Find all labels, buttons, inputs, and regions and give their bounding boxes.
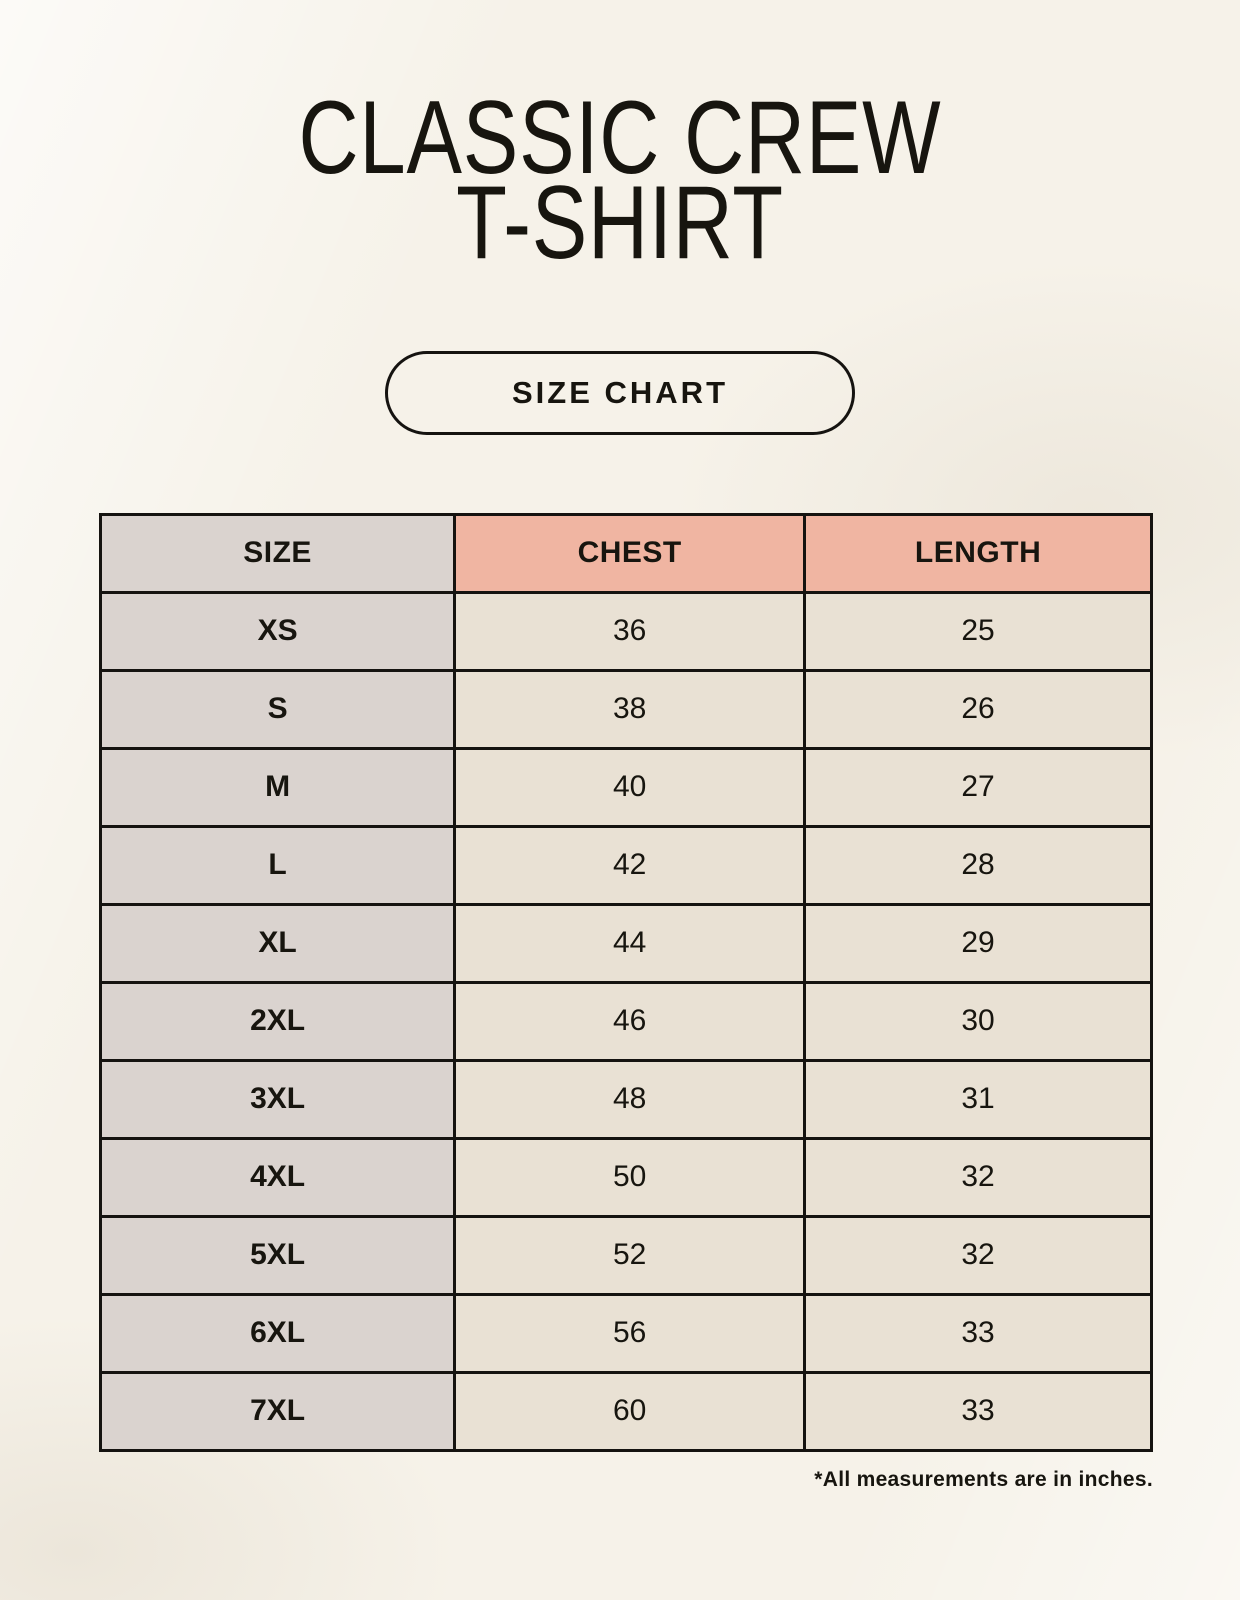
table-row bbox=[101, 904, 1152, 982]
cell-size: 7XL bbox=[101, 1372, 455, 1450]
header-row bbox=[101, 514, 1152, 592]
measurements-footnote: *All measurements are in inches. bbox=[814, 1467, 1153, 1491]
size-table-header bbox=[101, 514, 1152, 592]
cell-size: 5XL bbox=[101, 1216, 455, 1294]
column-header-chest: CHEST bbox=[455, 514, 805, 592]
cell-size: XS bbox=[101, 592, 455, 670]
cell-length: 33 bbox=[805, 1294, 1152, 1372]
size-table-body bbox=[101, 592, 1152, 1450]
size-table bbox=[99, 513, 1153, 1452]
cell-size: 2XL bbox=[101, 982, 455, 1060]
cell-length: 31 bbox=[805, 1060, 1152, 1138]
cell-chest: 48 bbox=[455, 1060, 805, 1138]
cell-length: 25 bbox=[805, 592, 1152, 670]
cell-length: 27 bbox=[805, 748, 1152, 826]
table-row bbox=[101, 1060, 1152, 1138]
column-header-size: SIZE bbox=[101, 514, 455, 592]
cell-chest: 42 bbox=[455, 826, 805, 904]
size-chart-badge-label: SIZE CHART bbox=[512, 374, 728, 410]
cell-chest: 44 bbox=[455, 904, 805, 982]
table-row bbox=[101, 1138, 1152, 1216]
cell-chest: 60 bbox=[455, 1372, 805, 1450]
cell-length: 33 bbox=[805, 1372, 1152, 1450]
cell-size: 4XL bbox=[101, 1138, 455, 1216]
cell-size: 6XL bbox=[101, 1294, 455, 1372]
cell-length: 32 bbox=[805, 1138, 1152, 1216]
table-row bbox=[101, 1216, 1152, 1294]
table-row bbox=[101, 1372, 1152, 1450]
cell-size: S bbox=[101, 670, 455, 748]
page-title-line1: CLASSIC CREW bbox=[298, 80, 942, 196]
table-row bbox=[101, 826, 1152, 904]
page-title bbox=[124, 0, 1116, 282]
cell-length: 30 bbox=[805, 982, 1152, 1060]
table-row bbox=[101, 592, 1152, 670]
column-header-length: LENGTH bbox=[805, 514, 1152, 592]
cell-chest: 52 bbox=[455, 1216, 805, 1294]
table-row bbox=[101, 982, 1152, 1060]
cell-length: 26 bbox=[805, 670, 1152, 748]
cell-size: XL bbox=[101, 904, 455, 982]
cell-chest: 38 bbox=[455, 670, 805, 748]
cell-length: 29 bbox=[805, 904, 1152, 982]
cell-size: M bbox=[101, 748, 455, 826]
table-row bbox=[101, 748, 1152, 826]
cell-chest: 56 bbox=[455, 1294, 805, 1372]
cell-size: L bbox=[101, 826, 455, 904]
cell-length: 32 bbox=[805, 1216, 1152, 1294]
cell-chest: 50 bbox=[455, 1138, 805, 1216]
cell-length: 28 bbox=[805, 826, 1152, 904]
table-row bbox=[101, 1294, 1152, 1372]
cell-chest: 40 bbox=[455, 748, 805, 826]
cell-chest: 36 bbox=[455, 592, 805, 670]
cell-size: 3XL bbox=[101, 1060, 455, 1138]
table-row bbox=[101, 670, 1152, 748]
cell-chest: 46 bbox=[455, 982, 805, 1060]
size-chart-badge bbox=[385, 351, 855, 435]
page-title-line2: T-SHIRT bbox=[456, 165, 784, 282]
